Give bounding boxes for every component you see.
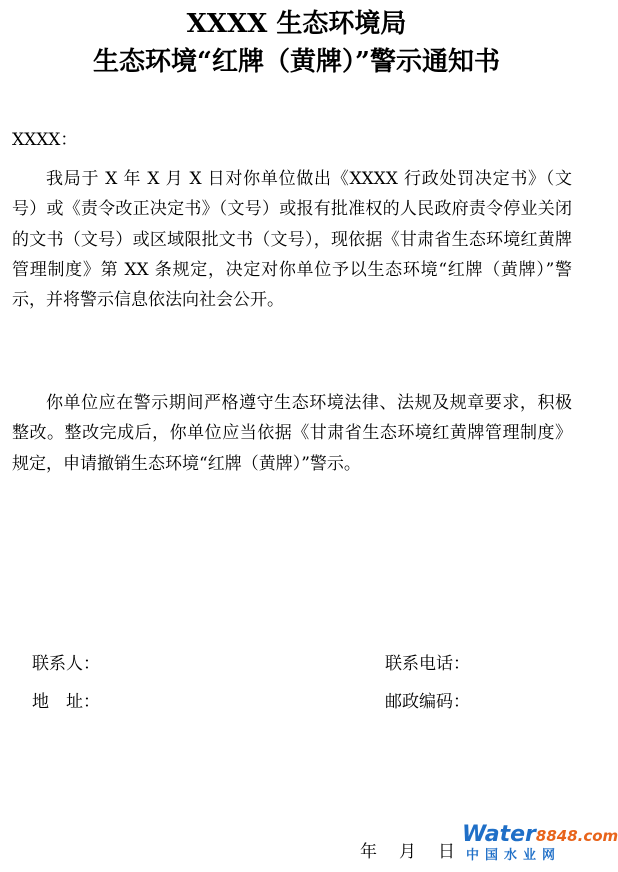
phone-label: 联系电话： bbox=[385, 654, 470, 674]
contact-person-label: 联系人： bbox=[32, 654, 100, 674]
date-line bbox=[360, 840, 455, 864]
watermark-subtitle: 中国水业网 bbox=[466, 848, 562, 863]
address-label: 地 址： bbox=[32, 692, 100, 712]
document-issuer-title: XXXX 生态环境局 bbox=[186, 9, 407, 39]
watermark-brand bbox=[462, 822, 618, 847]
date-month: 月 bbox=[399, 842, 416, 862]
watermark-brand-suffix: .com bbox=[577, 827, 618, 845]
salutation: XXXX： bbox=[12, 130, 78, 150]
watermark-brand-word: Water bbox=[462, 822, 536, 847]
body-paragraph-2: 你单位应在警示期间严格遵守生态环境法律、法规及规章要求，积极整改。整改完成后，你单位应当依据《甘肃省生态环境红黄牌管理制度》规定，申请撤销生态环境“红牌（黄牌）”警示。 bbox=[12, 393, 572, 474]
site-watermark-logo bbox=[462, 822, 618, 868]
document-title: 生态环境“红牌（黄牌）”警示通知书 bbox=[93, 47, 500, 77]
watermark-brand-number: 8848 bbox=[535, 827, 578, 845]
postcode-label: 邮政编码： bbox=[385, 692, 470, 712]
date-year: 年 bbox=[360, 842, 377, 862]
date-day: 日 bbox=[438, 842, 455, 862]
body-paragraph-1: 我局于 X 年 X 月 X 日对你单位做出《XXXX 行政处罚决定书》（文号）或《责令改正决定书》（文号）或报有批准权的人民政府责令停业关闭的文书（文号）或区域限批文书（文号），现依据《甘肃省生态环境红黄牌管理制度》第 XX 条规定，决定对你单位予以生态环境“红牌（黄牌）”警示，并将警示信息依法向社会公开。 bbox=[12, 169, 572, 311]
